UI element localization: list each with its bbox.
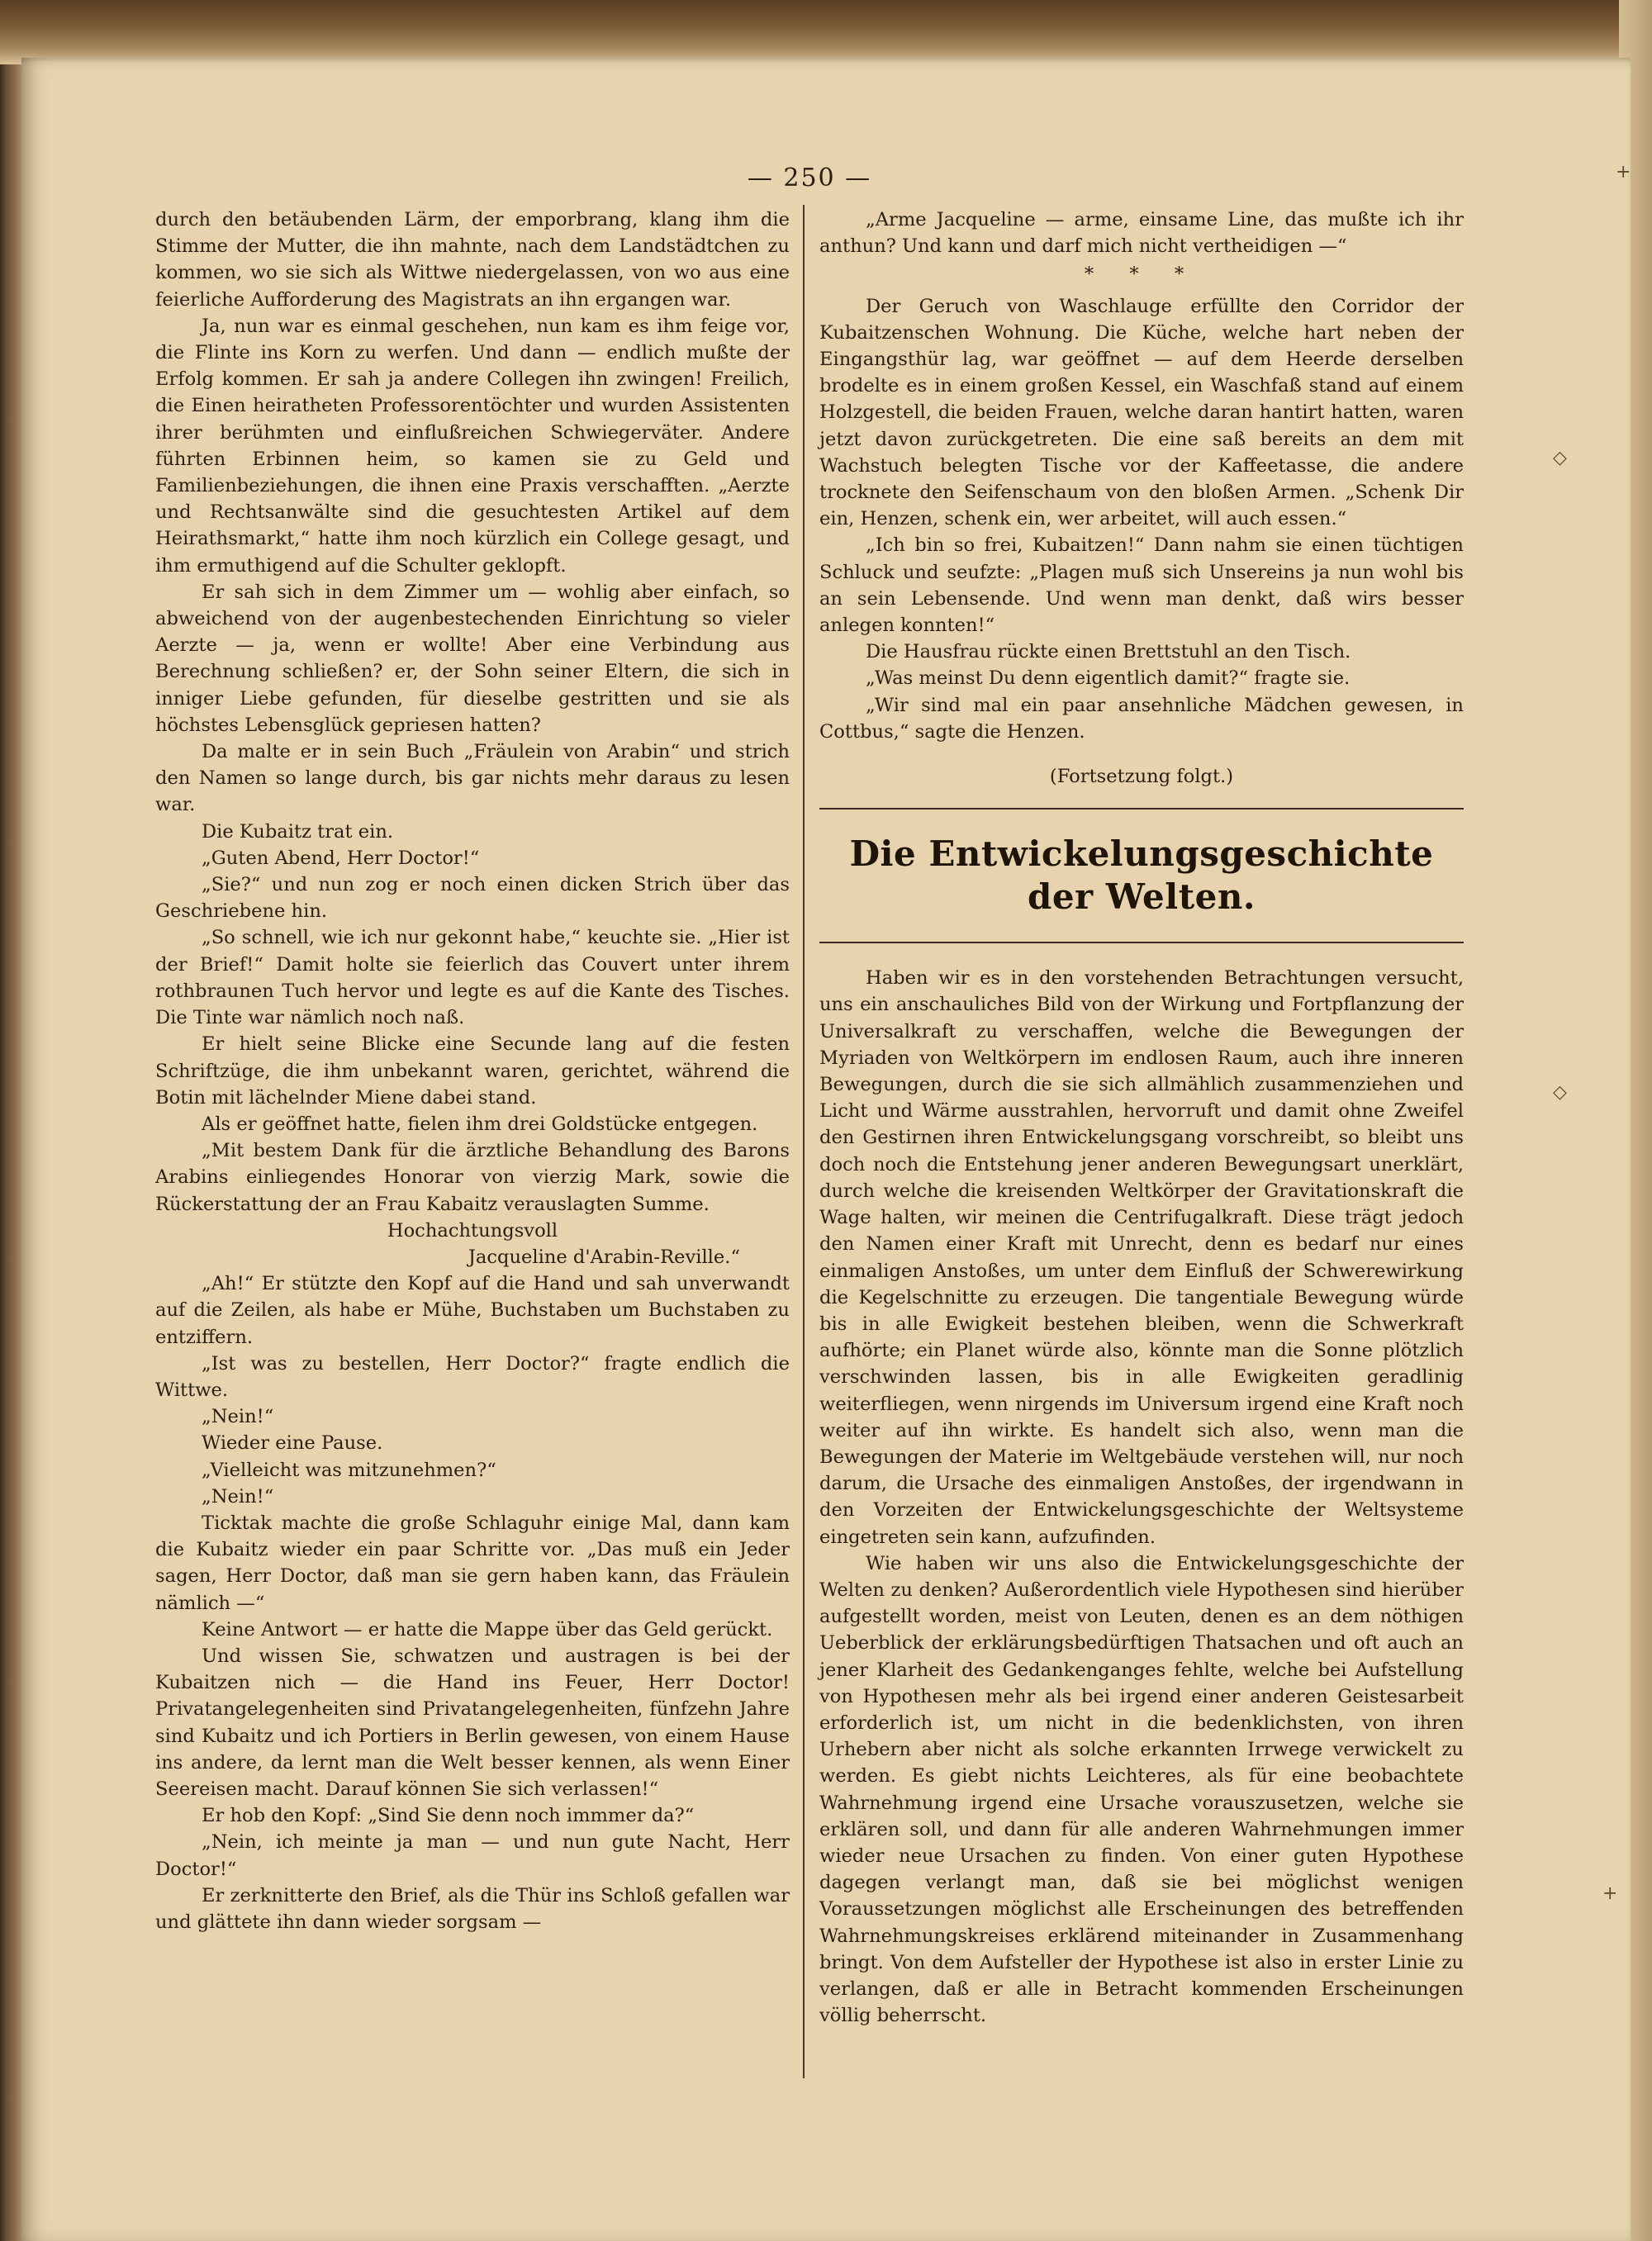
continuation-note: (Fortsetzung folgt.) [1049, 766, 1234, 788]
story-scene [819, 293, 1464, 745]
page-number: — 250 — [747, 164, 872, 192]
paragraph: „Wir sind mal ein paar ansehnliche Mädchen gewesen, in Cottbus,“ sagte die Henzen. [819, 694, 1464, 743]
article-rule-top [819, 808, 1464, 810]
section-break-asterisks: * * * [1084, 264, 1199, 286]
paragraph: „Ich bin so frei, Kubaitzen!“ Dann nahm sie einen tüchtigen Schluck und seufzte: „Plagen muß sich Unsereins ja nun wohl bis an sein Lebensende. Und wenn man denkt, daß wirs besser anlegen konnten!“ [819, 534, 1464, 637]
paragraph: „Ist was zu bestellen, Herr Doctor?“ fragte endlich die Wittwe. [155, 1352, 790, 1401]
paragraph: „So schnell, wie ich nur gekonnt habe,“ keuchte sie. „Hier ist der Brief!“ Damit holte sie feierlich das Couvert unter ihrem rothbraunen Tuch hervor und legte es auf die Kante des Tisches. Die Tinte war nämlich noch naß. [155, 927, 790, 1029]
column-divider [803, 205, 805, 2078]
book-top-edge [0, 0, 1652, 64]
article-body [819, 965, 1464, 2029]
paragraph: Ticktak machte die große Schlaguhr einige Mal, dann kam die Kubaitz wieder ein paar Schritte vor. „Das muß ein Jeder sagen, Herr Doctor, daß man sie gern haben kann, das Fräulein nämlich —“ [155, 1512, 790, 1614]
paragraph: „Vielleicht was mitzunehmen?“ [202, 1459, 496, 1481]
paragraph: Haben wir es in den vorstehenden Betrachtungen versucht, uns ein anschauliches Bild von der Wirkung und Fortpflanzung der Universalkraft zu verschaffen, welche die Bewegungen der Myriaden von Weltkörpern im endlosen Raum, auch ihre inneren Bewegungen, durch die sie sich allmählich zusammenziehen und Licht und Wärme ausstrahlen, hervorruft und damit ohne Zweifel den Gestirnen ihren Entwickelungsgang vorschreibt, so bleibt uns doch noch die Entstehung jener anderen Bewegungsart unerklärt, durch welche die kreisenden Weltkörper der Gravitationskraft die Wage halten, wir meinen die Centrifugalkraft. Diese trägt jedoch den Namen einer Kraft mit Unrecht, denn es bedarf nur eines einmaligen Anstoßes, um unter dem Einfluß der Schwerewirkung die Kegelschnitte zu erzeugen. Die tangentiale Bewegung würde bis in alle Ewigkeit bestehen bleiben, wenn die Schwerkraft aufhörte; ein Planet würde also, könnte man die Sonne plötzlich verschwinden lassen, bis in alle Ewigkeiten geradlinig weiterfliegen, wenn nirgends im Universum irgend eine Kraft noch weiter auf ihn wirkte. Es handelt sich also, wenn man die Bewegungen der Materie im Weltgebäude verstehen will, nur noch darum, die Ursache des einmaligen Anstoßes, der irgendwann in den Vorzeiten der Entwickelungsgeschichte der Weltsysteme eingetreten sein kann, aufzufinden. [819, 967, 1464, 1548]
paragraph: „Guten Abend, Herr Doctor!“ [202, 847, 480, 869]
paragraph: Die Kubaitz trat ein. [202, 820, 394, 843]
paragraph: „Nein!“ [202, 1406, 274, 1428]
paragraph: „Sie?“ und nun zog er noch einen dicken Strich über das Geschriebene hin. [155, 874, 790, 923]
paragraph: „Nein!“ [202, 1485, 274, 1507]
paragraph: „Mit bestem Dank für die ärztliche Behandlung des Barons Arabins einliegendes Honorar von vierzig Mark, sowie die Rückerstattung der an Frau Kabaitz verauslagten Summe. [155, 1140, 790, 1215]
margin-mark: ◇ [1553, 1082, 1567, 1103]
paragraph: Der Geruch von Waschlauge erfüllte den Corridor der Kubaitzenschen Wohnung. Die Küche, welche hart neben der Eingangsthür lag, war geöffnet — auf dem Heerde derselben brodelte es in einem großen Kessel, ein Waschfaß stand auf einem Holzgestell, die beiden Frauen, welche daran hantirt hatten, waren jetzt davon zurückgetreten. Die eine saß bereits an dem mit Wachstuch belegten Tische vor der Kaffeetasse, die andere trocknete den Seifenschaum von den bloßen Armen. „Schenk Dir ein, Henzen, schenk ein, wer arbeitet, will auch essen.“ [819, 295, 1464, 530]
paragraph: Ja, nun war es einmal geschehen, nun kam es ihm feige vor, die Flinte ins Korn zu werfen. Und dann — endlich mußte der Erfolg kommen. Er sah ja andere Collegen ihn zwingen! Freilich, die Einen heiratheten Professorentöchter und wurden Assistenten ihrer berühmten und einflußreichen Schwiegerväter. Andere führten Erbinnen heim, so kamen sie zu Geld und Familienbeziehungen, die ihnen eine Praxis verschafften. „Aerzte und Rechtsanwälte sind die gesuchtesten Artikel auf dem Heirathsmarkt,“ hatte ihm noch kürzlich ein College gesagt, und ihm ermuthigend auf die Schulter geklopft. [155, 315, 790, 577]
paragraph: „Arme Jacqueline — arme, einsame Line, das mußte ich ihr anthun? Und kann und darf mich nicht vertheidigen —“ [819, 209, 1464, 258]
right-column [819, 207, 1464, 2029]
paragraph: Als er geöffnet hatte, fielen ihm drei Goldstücke entgegen. [202, 1113, 758, 1135]
paragraph: Wieder eine Pause. [202, 1432, 383, 1455]
paragraph: Er zerknitterte den Brief, als die Thür ins Schloß gefallen war und glättete ihn dann wieder sorgsam — [155, 1884, 790, 1933]
article-rule-bottom [819, 942, 1464, 943]
story-ending [819, 207, 1464, 259]
paragraph: „Ah!“ Er stützte den Kopf auf die Hand und sah unverwandt auf die Zeilen, als habe er Mühe, Buchstaben um Buchstaben zu entziffern. [155, 1273, 790, 1348]
paragraph: Wie haben wir uns also die Entwickelungsgeschichte der Welten zu denken? Außerordentlich viele Hypothesen sind hierüber aufgestellt worden, meist von Leuten, denen es an dem nöthigen Ueberblick der erklärungsbedürftigen Thatsachen und oft auch an jener Klarheit des Gedankenganges fehlte, welche bei Aufstellung von Hypothesen mehr als bei irgend einer anderen Geistesarbeit erforderlich ist, um nicht in die bedenklichsten, von ihren Urhebern aber nicht als solche erkannten Irrwege verwickelt zu werden. Es giebt nichts Leichteres, als für eine beobachtete Wahrnehmung irgend eine Ursache vorauszusetzen, welche sie erklären soll, und dann für alle anderen Wahrnehmungen immer wieder neue Ursachen zu finden. Von einer guten Hypothese dagegen verlangt man, daß sie bei möglichst wenigen Voraussetzungen möglichst alle Erscheinungen des betreffenden Wahrnehmungskreises erklärend miteinander in Zusammenhang bringt. Von dem Aufsteller der Hypothese ist also in erster Linie zu verlangen, daß er alle in Betracht kommenden Erscheinungen völlig beherrscht. [819, 1552, 1464, 2027]
margin-mark: + [1616, 162, 1631, 183]
paragraph: „Nein, ich meinte ja man — und nun gute Nacht, Herr Doctor!“ [155, 1831, 790, 1880]
margin-mark: ◇ [1553, 448, 1567, 468]
paragraph: „Was meinst Du denn eigentlich damit?“ fragte sie. [866, 667, 1351, 690]
margin-mark: + [1602, 1883, 1618, 1904]
article-title: Die Entwickelungsgeschichte der Welten. [849, 833, 1434, 918]
paragraph: Die Hausfrau rückte einen Brettstuhl an den Tisch. [866, 641, 1351, 663]
paragraph: durch den betäubenden Lärm, der emporbrang, klang ihm die Stimme der Mutter, die ihn mahnte, nach dem Landstädtchen zu kommen, wo sie sich als Wittwe niedergelassen, von wo aus eine feierliche Aufforderung des Magistrats an ihn ergangen war. [155, 209, 790, 311]
paragraph: Er hob den Kopf: „Sind Sie denn noch immmer da?“ [202, 1805, 695, 1827]
paragraph: Keine Antwort — er hatte die Mappe über das Geld gerückt. [202, 1618, 773, 1640]
paragraph: Er sah sich in dem Zimmer um — wohlig aber einfach, so abweichend von der augenbestechenden Einrichtung so vieler Aerzte — ja, wenn er wollte! Aber eine Verbindung aus Berechnung schließen? er, der Sohn seiner Eltern, die sich in inniger Liebe gefunden, für dieselbe gestritten und sie als höchstes Lebensglück gepriesen hatten? [155, 581, 790, 736]
paragraph: Hochachtungsvoll [387, 1219, 558, 1242]
paragraph: Jacqueline d'Arabin-Reville.“ [468, 1246, 740, 1268]
paragraph: Da malte er in sein Buch „Fräulein von Arabin“ und strich den Namen so lange durch, bis gar nichts mehr daraus zu lesen war. [155, 741, 790, 816]
left-column [155, 207, 790, 1935]
paragraph: Und wissen Sie, schwatzen und austragen is bei der Kubaitzen nich — die Hand ins Feuer, Herr Doctor! Privatangelegenheiten sind Privatangelegenheiten, fünfzehn Jahre sind Kubaitz und ich Portiers in Berlin gewesen, von einem Hause ins andere, da lernt man die Welt besser kennen, als wenn Einer Seereisen macht. Darauf können Sie sich verlassen!“ [155, 1645, 790, 1800]
paragraph: Er hielt seine Blicke eine Secunde lang auf die festen Schriftzüge, die ihm unbekannt waren, gerichtet, während die Botin mit lächelnder Miene dabei stand. [155, 1033, 790, 1109]
